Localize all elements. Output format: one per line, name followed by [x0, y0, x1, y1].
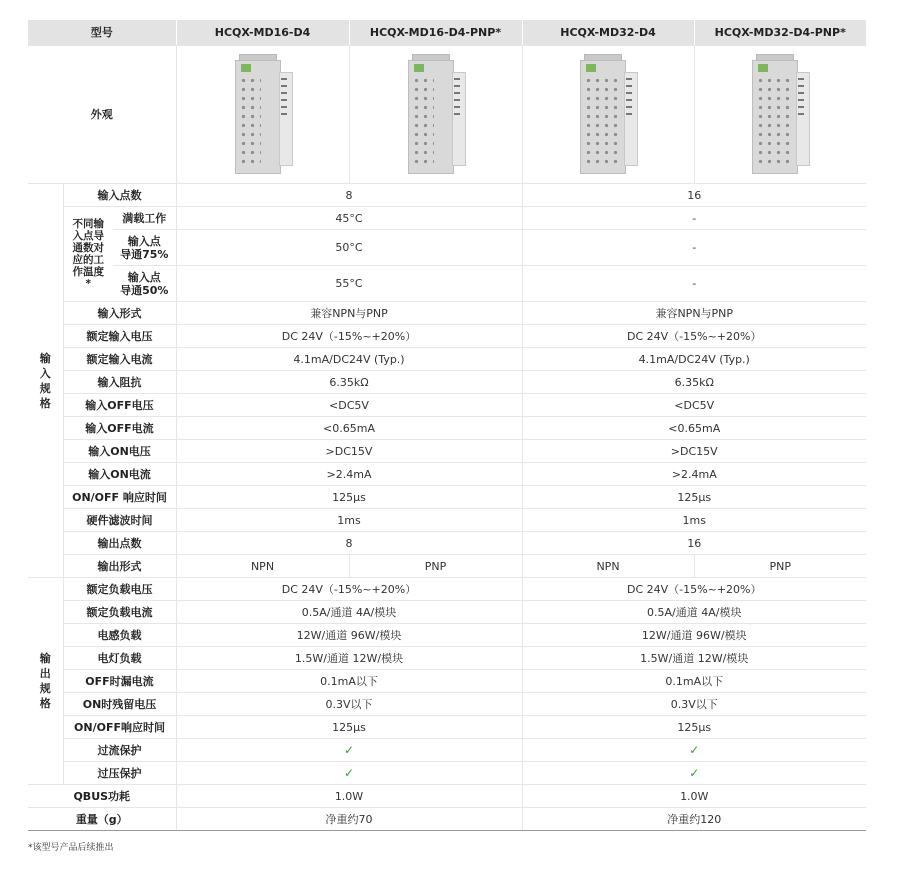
cell: 1.5W/通道 12W/模块: [176, 647, 522, 670]
cell: 125μs: [522, 486, 866, 509]
model-header: HCQX-MD16-D4-PNP*: [349, 20, 522, 46]
spec-row: [28, 230, 866, 266]
cell: -: [522, 266, 866, 302]
header-row: [28, 20, 866, 46]
row-label: ON/OFF 响应时间: [63, 486, 176, 509]
spec-row: [28, 207, 866, 230]
row-label: 输入形式: [63, 302, 176, 325]
appearance-row: [28, 46, 866, 184]
spec-row: [28, 578, 866, 601]
spec-row: [28, 739, 866, 762]
spec-row: [28, 670, 866, 693]
row-label: 输入OFF电流: [63, 417, 176, 440]
spec-row: [28, 184, 866, 207]
row-label: 输出形式: [63, 555, 176, 578]
spec-row: [28, 716, 866, 739]
product-image: [176, 46, 349, 184]
spec-row: [28, 463, 866, 486]
model-header: HCQX-MD32-D4-PNP*: [694, 20, 866, 46]
cell: 4.1mA/DC24V (Typ.): [522, 348, 866, 371]
output-section-label: 输 出 规 格: [28, 578, 63, 785]
spec-row: [28, 417, 866, 440]
check-icon: ✓: [522, 762, 866, 785]
cell: PNP: [349, 555, 522, 578]
cell: 12W/通道 96W/模块: [176, 624, 522, 647]
spec-row: [28, 624, 866, 647]
row-label: 输入OFF电压: [63, 394, 176, 417]
spec-row: [28, 532, 866, 555]
cell: 0.3V以下: [522, 693, 866, 716]
cell: 1.0W: [176, 785, 522, 808]
model-header: HCQX-MD32-D4: [522, 20, 694, 46]
spec-row: [28, 394, 866, 417]
appearance-label: 外观: [28, 46, 176, 184]
spec-row: [28, 555, 866, 578]
spec-row: [28, 785, 866, 808]
cell: <0.65mA: [176, 417, 522, 440]
input-section-label: 输 入 规 格: [28, 184, 63, 578]
row-label: 输出点数: [63, 532, 176, 555]
cell: <0.65mA: [522, 417, 866, 440]
check-icon: ✓: [176, 739, 522, 762]
cell: 0.5A/通道 4A/模块: [522, 601, 866, 624]
cell: 125μs: [522, 716, 866, 739]
spec-row: [28, 509, 866, 532]
spec-row: [28, 302, 866, 325]
row-label: 额定负载电压: [63, 578, 176, 601]
cell: 0.1mA以下: [176, 670, 522, 693]
cell: DC 24V（-15%~+20%）: [176, 578, 522, 601]
row-label: 硬件滤波时间: [63, 509, 176, 532]
cell: 1ms: [176, 509, 522, 532]
cell: PNP: [694, 555, 866, 578]
row-label: 额定负载电流: [63, 601, 176, 624]
cell: 125μs: [176, 716, 522, 739]
cell: 0.1mA以下: [522, 670, 866, 693]
row-label: 输入阻抗: [63, 371, 176, 394]
cell: 1ms: [522, 509, 866, 532]
row-label: OFF时漏电流: [63, 670, 176, 693]
spec-row: [28, 371, 866, 394]
spec-row: [28, 762, 866, 785]
cell: -: [522, 230, 866, 266]
cell: 55°C: [176, 266, 522, 302]
spec-row: [28, 647, 866, 670]
cell: NPN: [176, 555, 349, 578]
spec-row: [28, 348, 866, 371]
row-label: 输入ON电流: [63, 463, 176, 486]
cell: 8: [176, 532, 522, 555]
cell: 50°C: [176, 230, 522, 266]
spec-row: [28, 440, 866, 463]
row-label: QBUS功耗: [28, 785, 176, 808]
footnote: *该型号产品后续推出: [28, 843, 114, 853]
product-image: [349, 46, 522, 184]
cell: -: [522, 207, 866, 230]
cell: >2.4mA: [522, 463, 866, 486]
spec-row: [28, 808, 866, 831]
product-image: [522, 46, 694, 184]
check-icon: ✓: [522, 739, 866, 762]
spec-row: [28, 325, 866, 348]
cell: 净重约120: [522, 808, 866, 831]
row-label: 输入点 导通75%: [113, 230, 176, 266]
row-label: 输入点 导通50%: [113, 266, 176, 302]
cell: DC 24V（-15%~+20%）: [176, 325, 522, 348]
cell: >2.4mA: [176, 463, 522, 486]
cell: 1.0W: [522, 785, 866, 808]
cell: 0.5A/通道 4A/模块: [176, 601, 522, 624]
row-label: 额定输入电压: [63, 325, 176, 348]
cell: 6.35kΩ: [176, 371, 522, 394]
product-image: [694, 46, 866, 184]
cell: >DC15V: [176, 440, 522, 463]
cell: 4.1mA/DC24V (Typ.): [176, 348, 522, 371]
cell: DC 24V（-15%~+20%）: [522, 325, 866, 348]
cell: 净重约70: [176, 808, 522, 831]
spec-row: [28, 693, 866, 716]
row-label: 电感负载: [63, 624, 176, 647]
row-label: 电灯负载: [63, 647, 176, 670]
row-label: 输入点数: [63, 184, 176, 207]
row-label: 过流保护: [63, 739, 176, 762]
cell: 6.35kΩ: [522, 371, 866, 394]
cell: 12W/通道 96W/模块: [522, 624, 866, 647]
spec-row: [28, 486, 866, 509]
row-label: 重量（g）: [28, 808, 176, 831]
row-label: 输入ON电压: [63, 440, 176, 463]
model-label: 型号: [28, 20, 176, 46]
model-header: HCQX-MD16-D4: [176, 20, 349, 46]
cell: 45°C: [176, 207, 522, 230]
row-label: ON/OFF响应时间: [63, 716, 176, 739]
row-label: 过压保护: [63, 762, 176, 785]
cell: DC 24V（-15%~+20%）: [522, 578, 866, 601]
cell: 125μs: [176, 486, 522, 509]
cell: >DC15V: [522, 440, 866, 463]
spec-row: [28, 601, 866, 624]
cell: 8: [176, 184, 522, 207]
cell: 兼容NPN与PNP: [176, 302, 522, 325]
cell: <DC5V: [522, 394, 866, 417]
cell: 16: [522, 184, 866, 207]
temp-group-label: 不同输 入点导 通数对 应的工 作温度 *: [63, 207, 113, 302]
row-label: 满载工作: [113, 207, 176, 230]
row-label: ON时残留电压: [63, 693, 176, 716]
spec-table: [28, 20, 866, 831]
cell: 1.5W/通道 12W/模块: [522, 647, 866, 670]
cell: <DC5V: [176, 394, 522, 417]
cell: 0.3V以下: [176, 693, 522, 716]
cell: 16: [522, 532, 866, 555]
check-icon: ✓: [176, 762, 522, 785]
row-label: 额定输入电流: [63, 348, 176, 371]
cell: NPN: [522, 555, 694, 578]
cell: 兼容NPN与PNP: [522, 302, 866, 325]
spec-row: [28, 266, 866, 302]
